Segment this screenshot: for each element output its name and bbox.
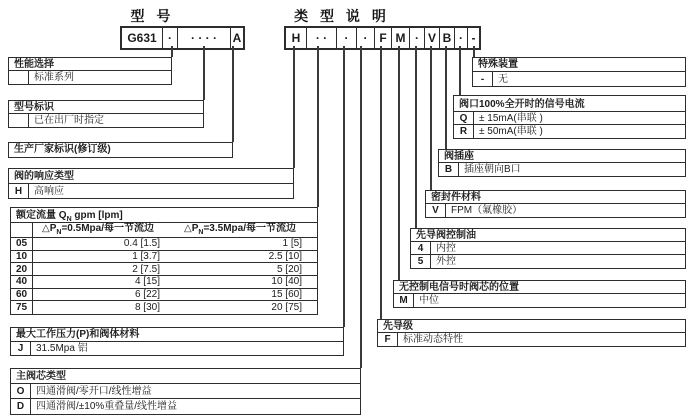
flow-value: 4 [15] (134, 276, 160, 288)
code-cell: J (11, 342, 31, 355)
type-code-cell: · (357, 28, 375, 48)
type-code-cell: B (440, 28, 455, 48)
type-code-cell: · · (307, 28, 337, 48)
label-cell: 外控 (436, 256, 456, 267)
type-code-cell: H (286, 28, 307, 48)
table-header: 最大工作压力(P)和阀体材料 (11, 328, 343, 342)
table-header: 阀插座 (439, 150, 685, 163)
code-cell: 05 (11, 238, 33, 250)
max-pressure-table (10, 327, 344, 356)
performance-table (8, 57, 172, 85)
model-code-cell: G631 (122, 28, 163, 48)
model-code-box (120, 26, 245, 50)
label-cell: 31.5Mpa 铝 (36, 343, 88, 354)
table-row (9, 114, 203, 127)
flow-value: 5 [20] (276, 263, 302, 275)
pilot-stage-table (377, 319, 686, 347)
column-b-header: $\triangle P_N=3.5Mpa/$每一节流边 (184, 222, 296, 236)
response-type-table (8, 168, 294, 199)
table-row (11, 251, 317, 264)
connector-line (398, 46, 400, 280)
code-cell (11, 223, 33, 237)
signal-current-table (453, 95, 686, 139)
table-row (426, 204, 685, 217)
label-cell: 已在出厂时指定 (34, 115, 104, 126)
table-header: 密封件材料 (426, 191, 685, 204)
label-cell: FPM（氟橡胶） (451, 205, 523, 216)
table-row (454, 125, 685, 138)
rated-flow-table (10, 207, 318, 315)
table-header: 生产厂家标识(修订级) (14, 144, 111, 155)
label-cell: 四通滑阀/±10%重叠量/线性增益 (36, 401, 178, 412)
code-cell: 4 (411, 242, 431, 254)
code-cell: Q (454, 112, 474, 124)
model-code-cell: A (232, 31, 242, 45)
type-code-cell: V (425, 28, 440, 48)
connector-line (445, 46, 447, 149)
code-cell: 40 (11, 276, 33, 288)
code-cell: 75 (11, 301, 33, 314)
table-row (11, 263, 317, 276)
code-cell: H (9, 184, 29, 198)
connector-line (293, 46, 295, 168)
flow-title-subscript: N (66, 216, 72, 223)
table-header: 阀口100%全开时的信号电流 (454, 96, 685, 112)
column-a-header: $\triangle P_N=0.5Mpa/$每一节流边 (42, 222, 154, 236)
table-row (11, 384, 360, 399)
code-cell: 20 (11, 263, 33, 275)
table-header: 主阀芯类型 (11, 369, 360, 384)
type-code-box (284, 26, 481, 50)
model-id-table (8, 100, 204, 128)
table-header: 性能选择 (9, 58, 171, 71)
neutral-position-table (393, 280, 686, 308)
table-header: 阀的响应类型 (9, 169, 293, 184)
table-header: 型号标识 (9, 101, 203, 114)
manufacturer-table (8, 142, 233, 158)
label-cell: 内控 (436, 242, 456, 254)
code-cell: - (473, 72, 493, 86)
model-code-cell: · · · · (178, 28, 231, 48)
type-code-cell: - (471, 31, 476, 45)
table-row (11, 238, 317, 251)
code-cell (9, 71, 29, 84)
valve-socket-table (438, 149, 686, 177)
column-header-row (11, 223, 317, 238)
flow-title-text: gpm [lpm] (71, 210, 123, 221)
table-row (9, 184, 293, 198)
spool-type-table (10, 368, 361, 415)
code-cell: O (11, 384, 31, 398)
connector-line (473, 46, 475, 57)
model-title: 型 号 (130, 8, 175, 24)
code-cell: F (378, 333, 398, 346)
code-cell (9, 114, 29, 127)
table-header: 先导阀控制油 (411, 229, 685, 242)
connector-line (203, 46, 205, 100)
table-row (411, 242, 685, 255)
code-cell: V (426, 204, 446, 217)
table-row (473, 72, 685, 86)
table-row (411, 255, 685, 268)
label-cell: 四通滑阀/零开口/线性增益 (36, 385, 152, 397)
connector-line (171, 46, 173, 57)
table-row (11, 342, 343, 355)
type-code-cell: M (392, 28, 410, 48)
connector-line (459, 46, 461, 95)
code-cell: R (454, 125, 474, 138)
flow-value: 6 [22] (134, 289, 160, 301)
flow-value: 0.4 [1.5] (123, 238, 160, 250)
label-cell: 标准系列 (34, 72, 74, 83)
flow-value: 1 [5] (282, 238, 302, 250)
type-description-title: 类 型 说 明 (294, 8, 390, 24)
label-cell: ± 15mA(串联 ) (479, 112, 543, 124)
label-cell: 标准动态特性 (403, 334, 463, 345)
flow-title-text: 额定流量 Q (16, 210, 67, 221)
flow-value: 10 [40] (271, 276, 302, 288)
connector-line (232, 46, 234, 142)
flow-value: 8 [30] (134, 302, 160, 314)
code-cell: 10 (11, 251, 33, 263)
special-device-table (472, 57, 686, 87)
connector-line (360, 46, 362, 368)
label-cell: 插座朝向B口 (464, 164, 521, 175)
table-row (11, 276, 317, 289)
table-row (378, 333, 685, 346)
table-header: 无控制电信号时阀芯的位置 (394, 281, 685, 294)
code-cell: D (11, 399, 31, 414)
code-cell: 60 (11, 289, 33, 301)
table-row (11, 399, 360, 414)
connector-line (380, 46, 382, 319)
code-cell: B (439, 163, 459, 176)
label-cell: ± 50mA(串联 ) (479, 126, 543, 137)
type-code-cell: · (455, 28, 468, 48)
table-header: 先导级 (378, 320, 685, 333)
type-code-cell: · (410, 28, 425, 48)
code-cell: 5 (411, 255, 431, 268)
type-code-cell: · (337, 28, 357, 48)
table-row (11, 289, 317, 302)
model-code-cell: · (163, 28, 178, 48)
label-cell: 中位 (419, 295, 439, 306)
table-row (394, 294, 685, 307)
table-header: 特殊装置 (473, 58, 685, 72)
label-cell: 高响应 (34, 185, 64, 197)
flow-value: 15 [60] (271, 289, 302, 301)
pilot-control-oil-table (410, 228, 686, 269)
connector-line (430, 46, 432, 190)
flow-value: 1 [3.7] (132, 251, 160, 263)
connector-line (317, 46, 319, 207)
label-cell: 无 (498, 73, 508, 85)
flow-value: 2.5 [10] (268, 251, 302, 263)
flow-value: 20 [75] (271, 302, 302, 314)
table-header (11, 208, 317, 223)
seal-material-table (425, 190, 686, 218)
table-row (454, 112, 685, 125)
connector-line (415, 46, 417, 228)
table-row (11, 301, 317, 314)
table-row (439, 163, 685, 176)
code-cell: M (394, 294, 414, 307)
table-row (9, 71, 171, 84)
type-code-cell: F (375, 28, 392, 48)
flow-value: 2 [7.5] (132, 263, 160, 275)
connector-line (343, 46, 345, 327)
